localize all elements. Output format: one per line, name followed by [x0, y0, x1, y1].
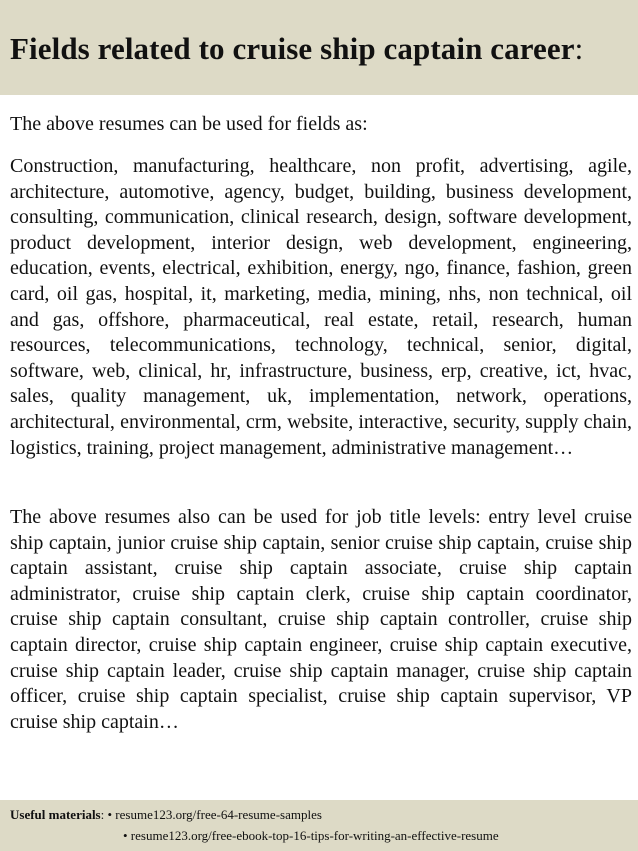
page-title-colon: :	[574, 31, 584, 66]
footer-row-1	[10, 806, 322, 824]
footer-link-ebook-tips[interactable]: • resume123.org/free-ebook-top-16-tips-for-writing-an-effective-resume	[123, 828, 499, 843]
footer-separator: :	[100, 807, 108, 822]
job-levels-paragraph: The above resumes also can be used for job title levels: entry level cruise ship captain, junior cruise ship captain, senior cruise ship captain, cruise ship captain assistant, cruise ship captain associate, cruise ship captain administrator, cruise ship captain clerk, cruise ship captain coordinator, cruise ship captain consultant, cruise ship captain controller, cruise ship captain director, cruise ship captain engineer, cruise ship captain executive, cruise ship captain leader, cruise ship captain manager, cruise ship captain officer, cruise ship captain specialist, cruise ship captain supervisor, VP cruise ship captain…	[10, 506, 632, 733]
useful-materials-label: Useful materials	[10, 807, 101, 822]
page-title-text: Fields related to cruise ship captain career	[10, 31, 575, 66]
intro-text: The above resumes can be used for fields as:	[10, 113, 368, 135]
footer-link-resume-samples[interactable]: • resume123.org/free-64-resume-samples	[107, 807, 322, 822]
page-title	[10, 29, 583, 69]
fields-paragraph: Construction, manufacturing, healthcare, non profit, advertising, agile, architecture, automotive, agency, budget, building, business development, consulting, communication, clinical research, design, software development, product development, interior design, web development, engineering, education, events, electrical, exhibition, energy, ngo, finance, fashion, green card, oil gas, hospital, it, marketing, media, mining, nhs, non technical, oil and gas, offshore, pharmaceutical, real estate, retail, research, human resources, telecommunications, technology, technical, senior, digital, software, web, clinical, hr, infrastructure, business, erp, creative, ict, hvac, sales, quality management, uk, implementation, network, operations, architectural, environmental, crm, website, interactive, security, supply chain, logistics, training, project management, administrative management…	[10, 155, 632, 459]
title-banner	[0, 0, 638, 95]
footer-row-2	[123, 827, 499, 845]
